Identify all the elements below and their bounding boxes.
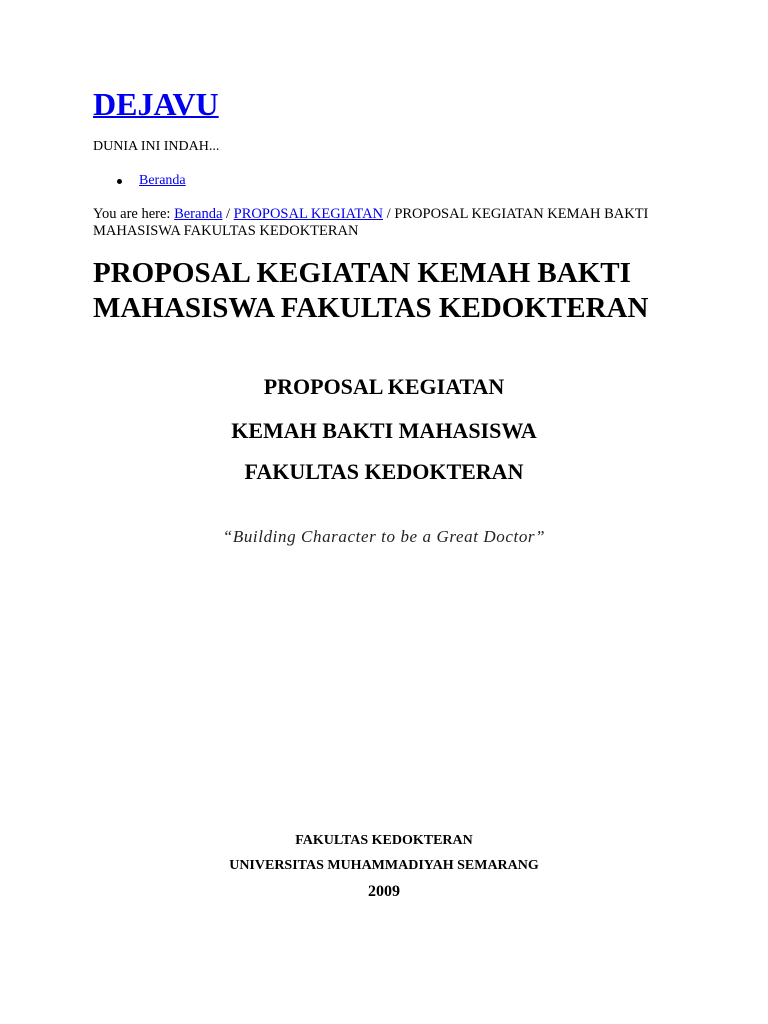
site-tagline: DUNIA INI INDAH... [93, 139, 220, 154]
bullet-icon [117, 179, 122, 184]
nav-link-beranda[interactable]: Beranda [139, 173, 186, 188]
breadcrumb [93, 206, 673, 240]
cover-heading-line: FAKULTAS KEDOKTERAN [244, 459, 524, 484]
cover-heading-line: PROPOSAL KEGIATAN [263, 374, 505, 399]
breadcrumb-link-proposal-kegiatan[interactable]: PROPOSAL KEGIATAN [233, 206, 384, 222]
breadcrumb-current: PROPOSAL KEGIATAN KEMAH BAKTI MAHASISWA FAKULTAS KEDOKTERAN [93, 206, 649, 239]
cover-university: UNIVERSITAS MUHAMMADIYAH SEMARANG [229, 858, 539, 873]
breadcrumb-prefix: You are here: [93, 206, 175, 222]
cover-year: 2009 [368, 883, 400, 900]
post-title: PROPOSAL KEGIATAN KEMAH BAKTI MAHASISWA FAKULTAS KEDOKTERAN [93, 257, 649, 324]
nav-item-beranda [93, 172, 186, 190]
nav-menu [93, 172, 186, 190]
breadcrumb-link-beranda[interactable]: Beranda [174, 206, 223, 222]
breadcrumb-separator: / [222, 206, 234, 222]
site-title-link[interactable]: DEJAVU [93, 86, 219, 122]
cover-faculty: FAKULTAS KEDOKTERAN [295, 833, 473, 848]
site-title [93, 84, 219, 124]
cover-motto: “Building Character to be a Great Doctor” [222, 527, 546, 546]
cover-heading-line: KEMAH BAKTI MAHASISWA [231, 418, 537, 443]
breadcrumb-separator: / [383, 206, 395, 222]
